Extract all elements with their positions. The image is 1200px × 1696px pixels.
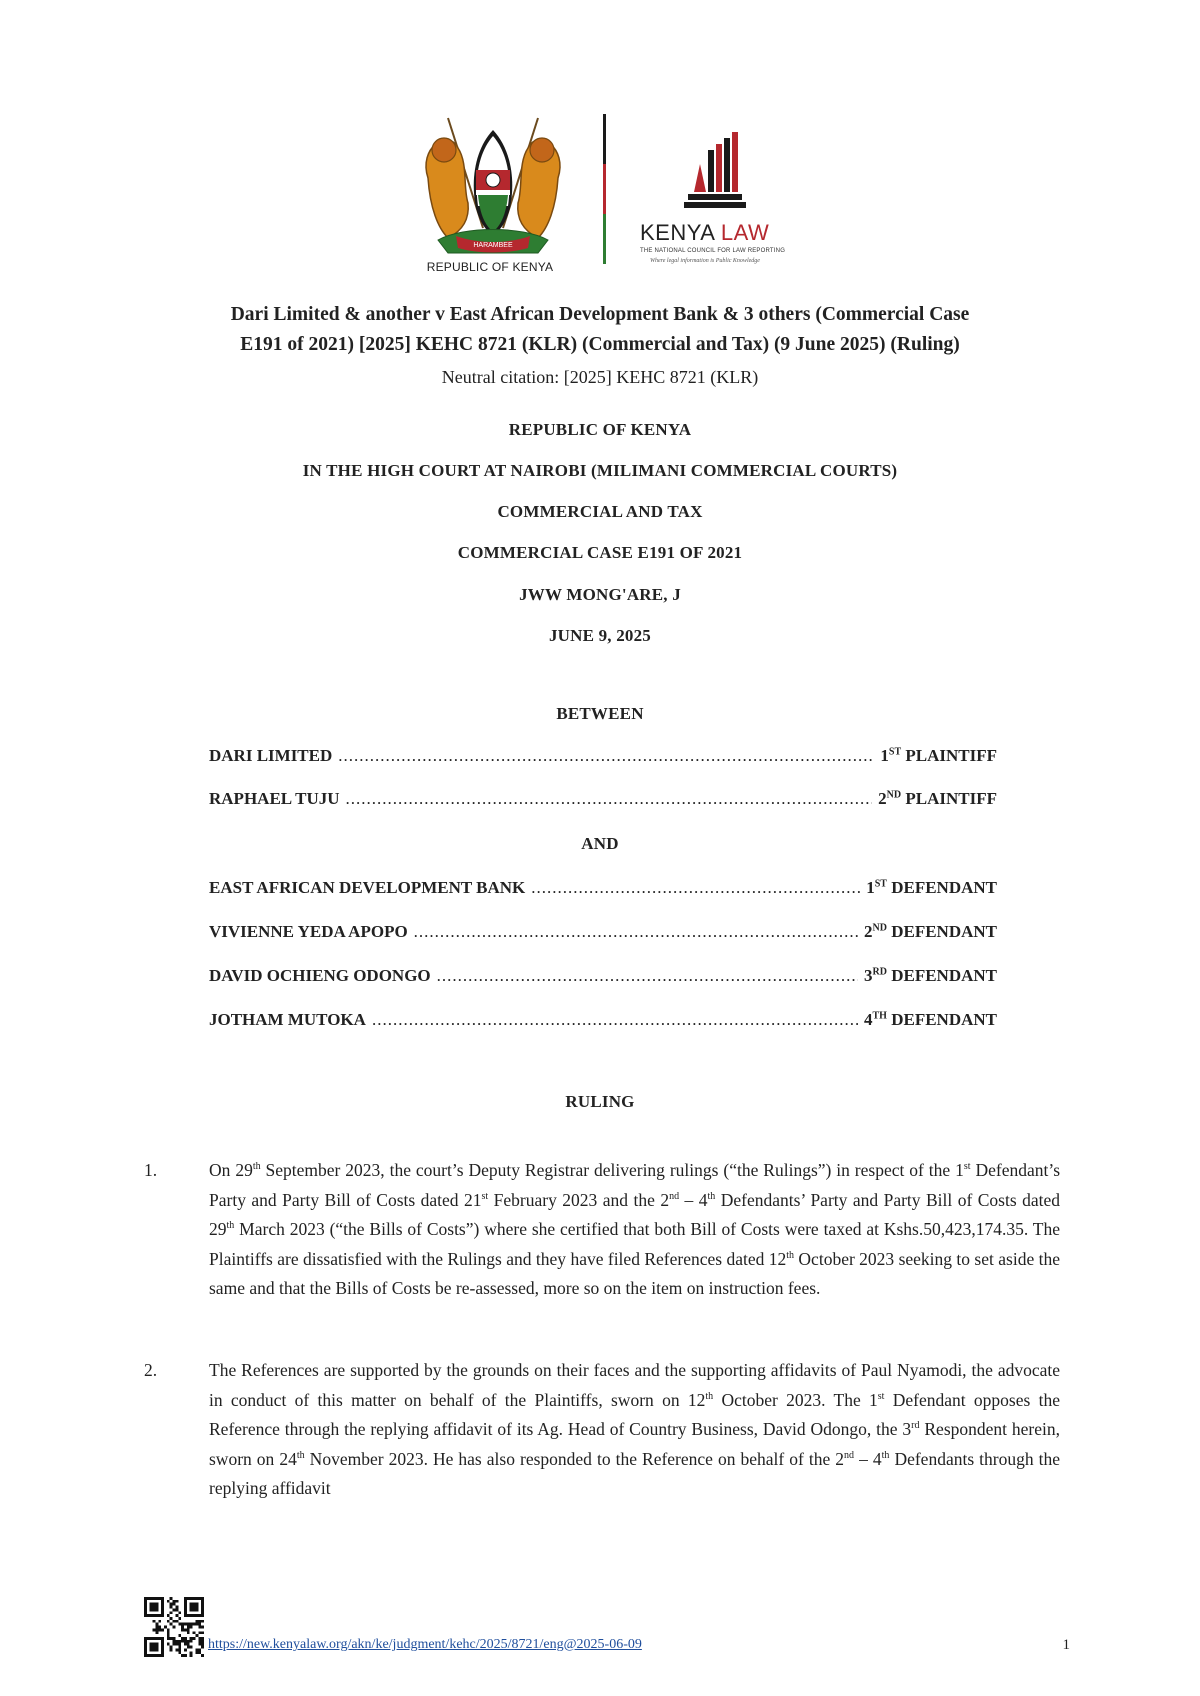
kenya-law-pillar-logo (680, 130, 750, 210)
kenya-coat-of-arms-logo (408, 108, 578, 278)
kenya-law-name-kenya: KENYA (640, 220, 715, 245)
judgment-url-link[interactable]: https://new.kenyalaw.org/akn/ke/judgment/kehc/2025/8721/eng@2025-06-09 (208, 1637, 642, 1652)
party-role: 2ND DEFENDANT (864, 922, 997, 941)
paragraph-number: 1. (144, 1160, 158, 1180)
date-heading: JUNE 9, 2025 (548, 626, 652, 645)
and-heading: AND (581, 834, 619, 853)
paragraph-text: The References are supported by the grounds on their faces and the supporting affidavits of Paul Nyamodi, the advocate in conduct of this matter on behalf of the Plaintiffs, sworn on 12th October 2023. The 1st Defendant opposes the Reference through the replying affidavit of its Ag. Head of Country Business, David Odongo, the 3rd Respondent herein, sworn on 24th November 2023. He has also responded to the Reference on behalf of the 2nd – 4th Defendants through the replying affidavit (209, 1360, 1061, 1498)
kenya-law-wordmark (640, 220, 800, 246)
case-title (140, 300, 1060, 360)
case-title-line-2: E191 of 2021) [2025] KEHC 8721 (KLR) (Commercial and Tax) (9 June 2025) (Ruling) (240, 334, 960, 355)
ruling-paragraph (140, 1356, 1060, 1504)
leader-dots (346, 789, 873, 809)
judge-heading: JWW MONG'ARE, J (519, 585, 681, 604)
party-line (209, 746, 997, 770)
court-name-heading: IN THE HIGH COURT AT NAIROBI (MILIMANI COMMERCIAL COURTS) (302, 461, 898, 480)
party-line (209, 1010, 997, 1034)
party-line (209, 878, 997, 902)
between-heading: BETWEEN (556, 704, 644, 723)
party-name: DARI LIMITED (209, 746, 333, 765)
party-role: 2ND PLAINTIFF (878, 789, 997, 808)
party-line (209, 922, 997, 946)
party-name: RAPHAEL TUJU (209, 789, 340, 808)
leader-dots (372, 1010, 858, 1030)
republic-of-kenya-caption: REPUBLIC OF KENYA (426, 260, 554, 274)
party-role: 3RD DEFENDANT (864, 966, 997, 985)
party-name: VIVIENNE YEDA APOPO (209, 922, 408, 941)
leader-dots (414, 922, 858, 942)
division-heading: COMMERCIAL AND TAX (497, 502, 703, 521)
party-role: 1ST DEFENDANT (866, 878, 997, 897)
case-title-line-1: Dari Limited & another v East African Development Bank & 3 others (Commercial Case (230, 304, 970, 325)
party-name: EAST AFRICAN DEVELOPMENT BANK (209, 878, 526, 897)
party-line (209, 966, 997, 990)
leader-dots (531, 878, 860, 898)
ruling-heading: RULING (565, 1092, 635, 1111)
kenya-law-name-law: LAW (720, 220, 770, 245)
kenya-law-tagline: THE NATIONAL COUNCIL FOR LAW REPORTING (640, 248, 786, 254)
qr-code-icon (144, 1597, 204, 1657)
party-role: 1ST PLAINTIFF (880, 746, 997, 765)
case-number-heading: COMMERCIAL CASE E191 OF 2021 (457, 543, 743, 562)
header-logos (0, 108, 1200, 278)
party-name: JOTHAM MUTOKA (209, 1010, 366, 1029)
leader-dots (338, 746, 874, 766)
neutral-citation: Neutral citation: [2025] KEHC 8721 (KLR) (441, 367, 759, 387)
leader-dots (437, 966, 858, 986)
party-line (209, 789, 997, 813)
party-role: 4TH DEFENDANT (864, 1010, 997, 1029)
ruling-paragraph (140, 1156, 1060, 1304)
paragraph-number: 2. (144, 1360, 158, 1380)
logo-divider (603, 114, 606, 264)
page-number: 1 (1062, 1637, 1070, 1653)
party-name: DAVID OCHIENG ODONGO (209, 966, 431, 985)
kenya-law-slogan: Where legal information is Public Knowledge (650, 258, 760, 264)
coat-of-arms-motto: HARAMBEE (473, 242, 513, 249)
paragraph-text: On 29th September 2023, the court’s Deputy Registrar delivering rulings (“the Rulings”) in respect of the 1st Defendant’s Party and Party Bill of Costs dated 21st February 2023 and the 2nd – 4th Defendants’ Party and Party Bill of Costs dated 29th March 2023 (“the Bills of Costs”) where she certified that both Bill of Costs were taxed at Kshs.50,423,174.35. The Plaintiffs are dissatisfied with the Rulings and they have filed References dated 12th October 2023 seeking to set aside the same and that the Bills of Costs be re-assessed, more so on the item on instruction fees. (209, 1160, 1061, 1298)
republic-heading: REPUBLIC OF KENYA (508, 420, 692, 439)
